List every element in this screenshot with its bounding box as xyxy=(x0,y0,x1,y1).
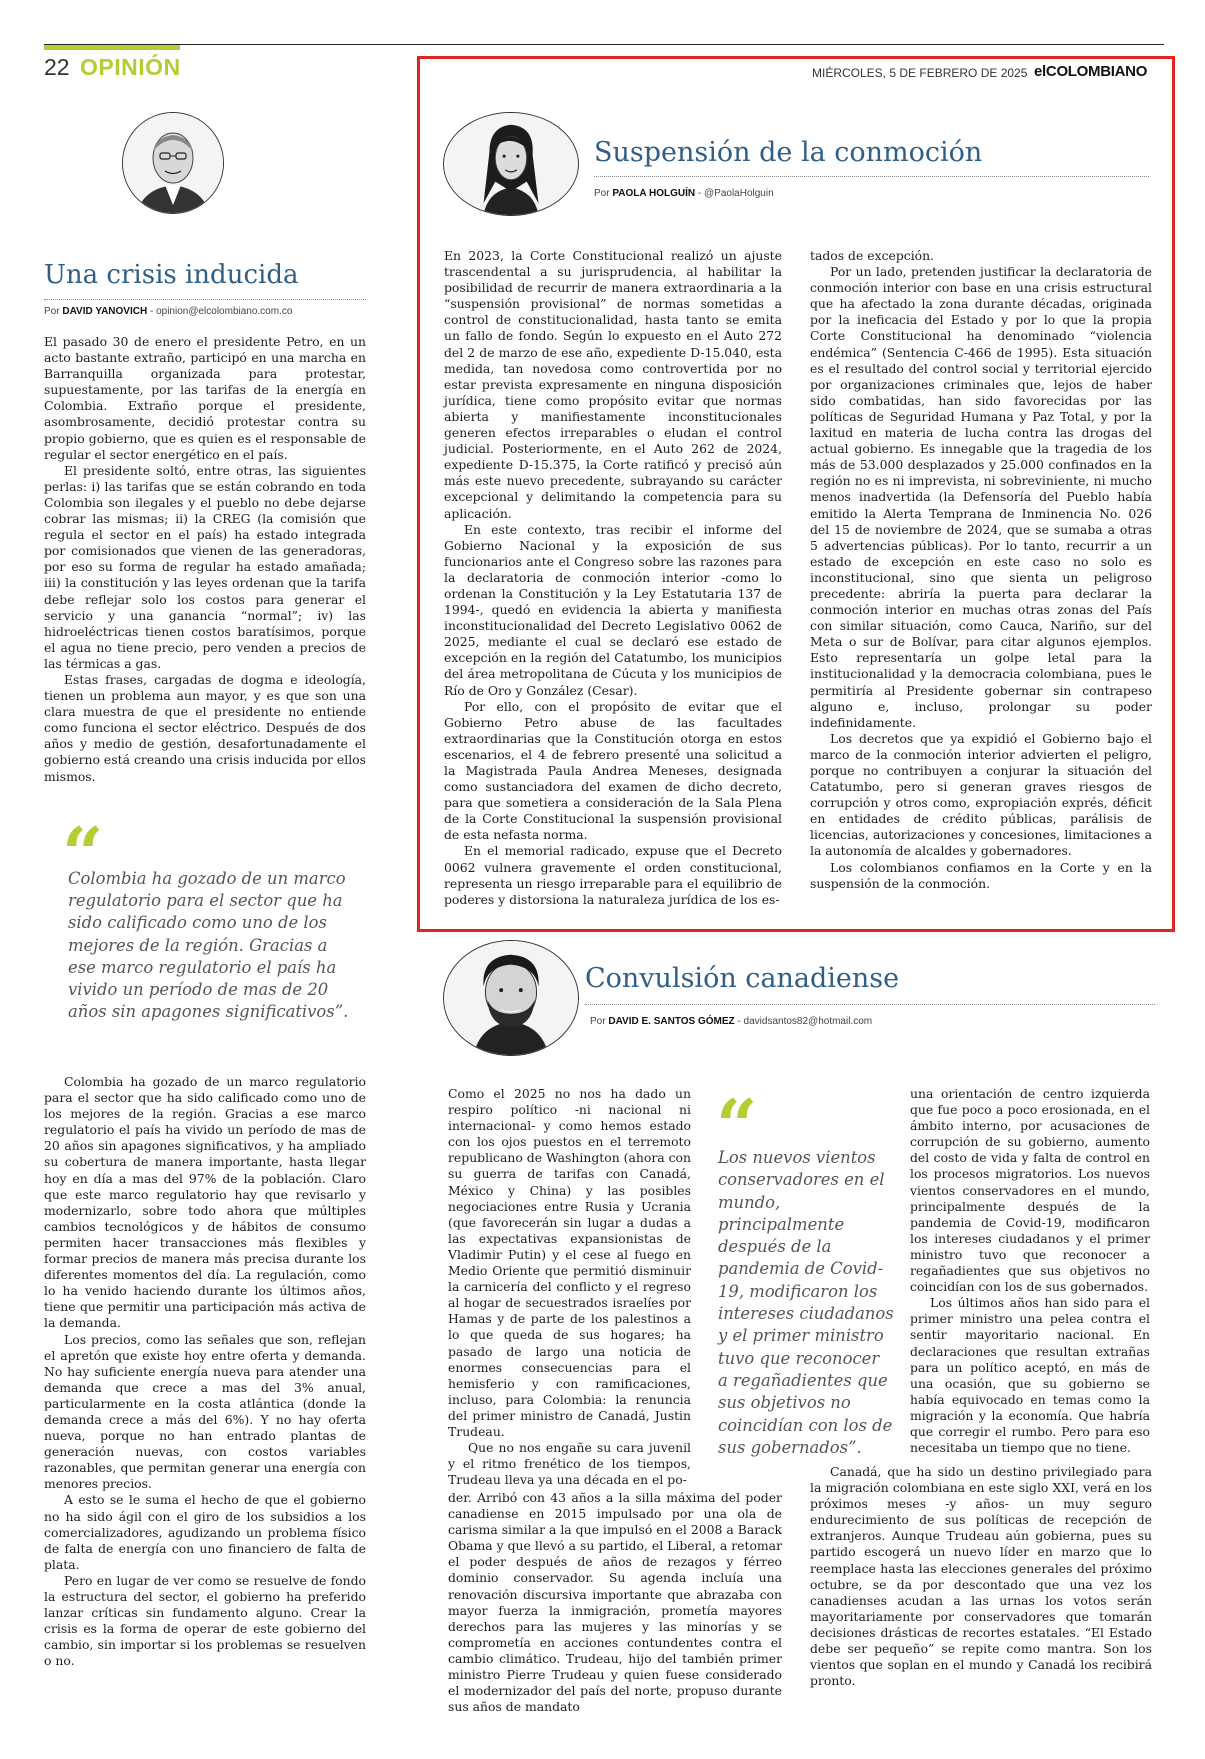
article-title-bottom: Convulsión canadiense xyxy=(585,963,900,994)
author-name: PAOLA HOLGUÍN xyxy=(612,188,696,199)
title-rule xyxy=(585,1004,1155,1005)
byline-prefix: Por xyxy=(44,306,60,317)
quote-mark-icon: “ xyxy=(716,1083,758,1168)
paragraph: Los decretos que ya expidió el Gobierno bajo el marco de la conmoción interior advierten el peligro, porque no contribuyen a conjurar la situación del Catatumbo, pero si generan graves riesgos de corrupción y otros como, expropiación exprés, déficit en entidades de crédito públicas, parálisis de licencias, autorizaciones y concesiones, limitaciones a la autonomía de alcaldes y gobernadores. xyxy=(810,730,1152,859)
title-rule xyxy=(44,299,366,300)
header-rule xyxy=(44,44,1164,45)
article-body-bottom-col1 xyxy=(448,1086,691,1488)
article-body-left-top xyxy=(44,334,366,785)
paragraph: Por un lado, pretenden justificar la declaratoria de conmoción interior con base en una crisis estructural que ha afectado la zona durante décadas, originada por la ineficacia del Estado y por lo que la propia Corte Constitucional ha denominado “violencia endémica” (Sentencia C-466 de 1995). Esta situación es el resultado del control social y territorial ejercido por organizaciones criminales que, lejos de haber sido combatidas, han sido favorecidas por las políticas de Seguridad Humana y Paz Total, y por la laxitud en materia de lucha contra las drogas del actual gobierno. Es innegable que la tragedia de los más de 53.000 desplazados y 25.000 confinados en la región no es ni imprevista, ni sobreviniente, ni mucho menos inadvertida (la Defensoría del Pueblo había emitido la Alerta Temprana de Inminencia No. 026 del 15 de noviembre de 2024, que se sumaba a otras 5 advertencias públicas). Por lo tanto, recurrir a un estado de excepción en este caso no solo es inconstitucional, sino que sienta un peligroso precedente: abriría la puerta para declarar la conmoción interior en muchas otras zonas del País con similar situación, como Cauca, Nariño, sur del Meta o sur de Bolívar, para citar algunos ejemplos. Esto representaría un golpe letal para la institucionalidad y la democracia colombiana, pues le permitiría al Presidente gobernar sin contrapeso alguno e, incluso, prolongar su poder indefinidamente. xyxy=(810,264,1152,730)
article-body-left-bottom xyxy=(44,1074,366,1669)
portrait-drawing xyxy=(123,113,223,213)
article-body-main-col1 xyxy=(444,248,782,908)
article-body-bottom-col3 xyxy=(910,1086,1150,1456)
paragraph: Como el 2025 no nos ha dado un respiro político -ni nacional ni internacional- y como hemos estado con los ojos puestos en el terremoto republicano de Washington (ahora con su guerra de tarifas con Canadá, México y China) y las posibles negociaciones entre Rusia y Ucrania (que favorecerán sin lugar a dudas a las expectativas expansionistas de Vladimir Putin) y el cese al fuego en Medio Oriente que permitió disminuir la carnicería del conflicto y el regreso al hogar de secuestrados israelíes por Hamas y de parte de los palestinos a lo que queda de sus hogares; ha pasado de largo una noticia de enormes consecuencias para el hemisferio y con ramificaciones, incluso, para Colombia: la renuncia del primer ministro de Canadá, Justin Trudeau. xyxy=(448,1086,691,1439)
paragraph: En 2023, la Corte Constitucional realizó un ajuste trascendental a su jurisprudencia, al habilitar la posibilidad de recurrir de manera extraordinaria a la “suspensión provisional” de normas sometidas a control de constitucionalidad, hasta tanto se emita un fallo de fondo. Según lo expuesto en el Auto 272 del 2 de marzo de ese año, expediente D-15.040, esta medida, tan novedosa como controvertida por no estar prevista expresamente en ninguna disposición jurídica, tiene como propósito evitar que normas abierta y manifiestamente inconstitucionales generen efectos irreparables o eludan el control judicial. Posteriormente, en el Auto 262 de 2024, expediente D-15.375, la Corte ratificó y precisó aún más este nuevo precedente, subrayando su carácter excepcional y delimitando la competencia para su aplicación. xyxy=(444,248,782,521)
pull-quote-bottom: Los nuevos vientos conservadores en el mundo, principalmente después de la pandemia de Covid-19, modificaron los intereses ciudadanos y el primer ministro tuvo que reconocer a regañadientes que sus objetivos no coincidían con los de sus gobernados”. xyxy=(718,1148,894,1457)
author-portrait-yanovich xyxy=(122,112,224,214)
article-body-main-col2 xyxy=(810,248,1152,892)
paragraph: Colombia ha gozado de un marco regulatorio para el sector que ha sido calificado como uno de los mejores de la región. Gracias a ese marco regulatorio el país ha vivido un período de mas de 20 años sin apagones significativos, y ha ampliado su cobertura de manera importante, hasta llegar hoy en día a mas del 97% de la población. Claro que este marco regulatorio hay que revisarlo y modernizarlo, sobre todo ahora que múltiples cambios tecnológicos y de hábitos de consumo permiten hacer transacciones más flexibles y formar precios de manera más precisa durante los diferentes momentos del día. La regulación, como lo ha venido haciendo durante los últimos años, tiene que permitir una participación más activa de la demanda. xyxy=(44,1074,366,1331)
paragraph: El pasado 30 de enero el presidente Petro, en un acto bastante extraño, participó en una marcha en Barranquilla organizada para protestar, supuestamente, por las tarifas de la energía en Colombia. Extraño porque el presidente, asombrosamente, decidió protestar contra su propio gobierno, que es quien es el responsable de regular el sector energético en el país. xyxy=(44,334,366,462)
author-contact: davidsantos82@hotmail.com xyxy=(743,1016,873,1027)
paragraph: En este contexto, tras recibir el informe del Gobierno Nacional y la exposición de sus funcionarios ante el Congreso sobre las razones para la declaratoria de conmoción interior -como lo ordenan la Constitución y la Ley Estatutaria 137 de 1994-, quedó en evidencia la abierta y manifiesta inconstitucionalidad del Decreto Legislativo 0062 de 2025, mediante el cual se declaró ese estado de excepción en la región del Catatumbo, los municipios del área metropolitana de Cúcuta y los municipios de Río de Oro y González (Cesar). xyxy=(444,521,782,698)
author-portrait-santos xyxy=(443,940,579,1056)
issue-date: MIÉRCOLES, 5 DE FEBRERO DE 2025 xyxy=(812,66,1028,80)
author-name: DAVID E. SANTOS GÓMEZ xyxy=(608,1016,735,1027)
pull-quote-left: Colombia ha gozado de un marco regulatorio para el sector que ha sido calificado como uno de los mejores de la región. Gracias a ese marco regulatorio el país ha vivido un período de mas de 20 años sin apagones significativos”. xyxy=(68,869,349,1022)
paragraph: El presidente soltó, entre otras, las siguientes perlas: i) las tarifas que se están cobrando en toda Colombia son ilegales y el pueblo no debe dejarse cobrar las mismas; ii) la CREG (la comisión que regula el sector en el país) ha estado integrada por comisionados que vienen de las generadoras, por eso su forma de regular ha estado amañada; iii) la constitución y las leyes ordenan que la tarifa debe reflejar solo los costos para generar el servicio y una ganancia “normal”; iv) las hidroeléctricas tienen costos baratísimos, porque el agua no tiene precio, pero venden a precios de las térmicas a gas. xyxy=(44,462,366,671)
paragraph: En el memorial radicado, expuse que el Decreto 0062 vulnera gravemente el orden constitucional, representa un riesgo irreparable para el equilibrio de poderes y distorsiona la naturaleza jurídica de los es- xyxy=(444,843,782,907)
section-name: OPINIÓN xyxy=(80,54,181,80)
page-number: 22 xyxy=(44,54,70,80)
newspaper-logo: elCOLOMBIANO xyxy=(1034,63,1148,80)
paragraph: Pero en lugar de ver como se resuelve de fondo la estructura del sector, el gobierno ha preferido lanzar críticas sin fundamento alguno. Crear la crisis es la forma de operar de este gobierno del cambio, sin importar si los problemas se resuelven o no. xyxy=(44,1572,366,1669)
paragraph: Por ello, con el propósito de evitar que el Gobierno Petro abuse de las facultades extraordinarias que la Constitución otorga en estos escenarios, el 4 de febrero presenté una solicitud a la Magistrada Paula Andrea Meneses, designada como sustanciadora del examen de dicho decreto, para que sometiera a consideración de la Sala Plena de la Corte Constitucional la suspensión provisional de esta nefasta norma. xyxy=(444,698,782,843)
author-contact: @PaolaHolguin xyxy=(704,188,774,199)
paragraph: tados de excepción. xyxy=(810,248,935,263)
article-body-bottom-wide xyxy=(448,1490,782,1715)
quote-mark-icon: “ xyxy=(62,811,104,896)
paragraph: der. Arribó con 43 años a la silla máxima del poder canadiense en 2015 impulsado por una ola de carisma similar a la que impulsó en el 2008 a Barack Obama y que llevó a su partido, el Liberal, a retomar el poder después de años de rezagos y férreo dominio conservador. Su agenda incluía una renovación discursiva importante que abrazaba con mayor fuerza la inmigración, prometía mayores derechos para las mujeres y las minorías y se comprometía en acciones contundentes contra el cambio climático. Trudeau, hijo del también primer ministro Pierre Trudeau y quien fuese considerado el modernizador del país del norte, propuso durante sus años de mandato xyxy=(448,1490,782,1715)
paragraph: Canadá, que ha sido un destino privilegiado para la migración colombiana en este siglo XXI, verá en los próximos meses -y años- un muy seguro endurecimiento de sus políticas de recepción de extranjeros. Aunque Trudeau aún gobierna, pues su partido escogerá un nuevo líder en marzo que lo reemplace hasta las elecciones generales del próximo octubre, se da por descontado que una vez los canadienses acudan a las urnas los votos serán mayoritariamente por conservadores que tomarán decisiones drásticas de recortes estatales. “El Estado debe ser pequeño” se repite como mantra. Son los vientos que soplan en el mundo y Canadá los recibirá pronto. xyxy=(810,1464,1152,1689)
author-name: DAVID YANOVICH xyxy=(62,306,148,317)
author-contact: opinion@elcolombiano.com.co xyxy=(156,306,293,317)
author-portrait-holguin xyxy=(443,112,579,216)
paragraph: A esto se le suma el hecho de que el gobierno no ha sido ágil con el giro de los subsidios a los comercializadores, agudizando un problema físico de falta de energía con uno financiero de falta de plata. xyxy=(44,1492,366,1572)
byline-main: Por PAOLA HOLGUÍN - @PaolaHolguin xyxy=(594,188,774,199)
title-rule xyxy=(594,176,1149,177)
article-title-main: Suspensión de la conmoción xyxy=(594,137,983,168)
portrait-drawing xyxy=(444,941,578,1055)
paragraph: una orientación de centro izquierda que fue poco a poco erosionada, en el ámbito interno, por acusaciones de corrupción de su gobierno, aumento del costo de vida y falta de control en los procesos migratorios. Los nuevos vientos conservadores en el mundo, principalmente después de la pandemia de Covid-19, modificaron los intereses ciudadanos y el primer ministro tuvo que reconocer a regañadientes que sus objetivos no coincidían con los de sus gobernados. xyxy=(910,1086,1150,1295)
portrait-drawing xyxy=(444,113,578,215)
paragraph: Los últimos años han sido para el primer ministro una pelea contra el sentir mayoritario nacional. En declaraciones que resultan extrañas para un político aceptó, en más de una ocasión, que su gobierno se había equivocado en temas como la migración y la economía. Que habría que corregir el rumbo. Pero para eso necesitaba un tiempo que no tiene. xyxy=(910,1295,1150,1456)
article-title-left: Una crisis inducida xyxy=(44,260,299,290)
article-body-bottom-col3-wide xyxy=(810,1464,1152,1689)
byline-bottom: Por DAVID E. SANTOS GÓMEZ - davidsantos82@hotmail.com xyxy=(590,1016,873,1027)
paragraph: Los colombianos confiamos en la Corte y en la suspensión de la conmoción. xyxy=(810,859,1152,891)
paragraph: Estas frases, cargadas de dogma e ideología, tienen un problema aun mayor, y es que son una clara muestra de que el presidente no entiende como funciona el sector eléctrico. Después de dos años y medio de gestión, desafortunadamente el gobierno está creando una crisis inducida por ellos mismos. xyxy=(44,671,366,784)
byline-prefix: Por xyxy=(590,1016,606,1027)
byline-left: Por DAVID YANOVICH - opinion@elcolombiano.com.co xyxy=(44,306,293,317)
paragraph: Los precios, como las señales que son, reflejan el apretón que existe hoy entre oferta y demanda. No hay suficiente energía nueva para atender una demanda que crece a mas del 3% anual, particularmente en la costa atlántica (donde la demanda crece a más del 6%). Y no hay oferta nueva, porque no han entrado plantas de generación nuevas, con costos variables razonables, que permitan generar una energía con menores precios. xyxy=(44,1331,366,1492)
paragraph: Que no nos engañe su cara juvenil y el ritmo frenético de los tiempos, Trudeau lleva ya una década en el po- xyxy=(448,1440,691,1488)
byline-prefix: Por xyxy=(594,188,610,199)
